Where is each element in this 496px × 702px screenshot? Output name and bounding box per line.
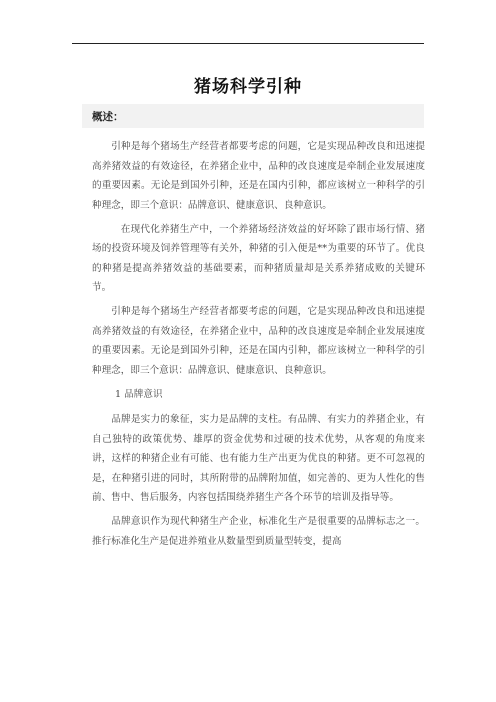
paragraph-1: 引种是每个猪场生产经营者都要考虑的问题，它是实现品种改良和迅速提高养猪效益的有效途径，在养猪企业中，品种的改良速度是牵制企业发展速度的重要因素。无论是到国外引种，还是在国内引种，都应该树立一种科学的引种理念，即三个意识：品牌意识、健康意识、良种意识。 [92, 141, 425, 211]
section-heading-brand: 1 品牌意识 [115, 388, 163, 400]
header-rule [72, 43, 424, 44]
paragraph-5: 品牌意识作为现代种猪生产企业，标准化生产是很重要的品牌标志之一。推行标准化生产是促进养殖业从数量型到质量型转变，提高 [92, 516, 425, 547]
document-title: 猪场科学引种 [194, 77, 302, 97]
summary-bar [82, 104, 424, 128]
paragraph-4: 品牌是实力的象征，实力是品牌的支柱。有品牌、有实力的养猪企业，有自己独特的政策优势、雄厚的资金优势和过硬的技术优势，从客观的角度来讲，这样的种猪企业有可能、也有能力生产出更为优良的种猪。更不可忽视的是，在种猪引进的同时，其所附带的品牌附加值，如完善的、更为人性化的售前、售中、售后服务，内容包括围绕养猪生产各个环节的培训及指导等。 [92, 414, 425, 503]
paragraph-3: 引种是每个猪场生产经营者都要考虑的问题，它是实现品种改良和迅速提高养猪效益的有效途径，在养猪企业中，品种的改良速度是牵制企业发展速度的重要因素。无论是到国外引种，还是在国内引种，都应该树立一种科学的引种理念，即三个意识：品牌意识、健康意识、良种意识。 [92, 306, 425, 376]
summary-label: 概述： [92, 111, 124, 123]
paragraph-2: 在现代化养猪生产中，一个养猪场经济效益的好坏除了跟市场行情、猪场的投资环境及饲养管理等有关外，种猪的引入便是**为重要的环节了。优良的种猪是提高养猪效益的基础要素，而种猪质量却是关系养猪成败的关键环节。 [92, 223, 425, 293]
document-body [92, 137, 425, 556]
